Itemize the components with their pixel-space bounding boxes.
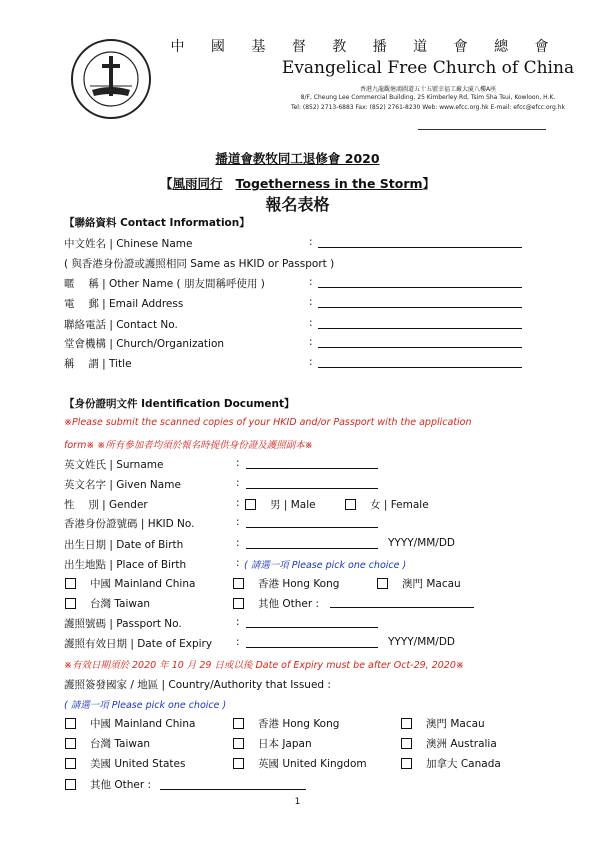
colon: : — [236, 636, 240, 648]
issue-taiwan-checkbox[interactable] — [65, 738, 76, 749]
title-field[interactable] — [318, 367, 522, 368]
colon: : — [236, 557, 240, 569]
issue-us-label: 美國 United States — [90, 758, 186, 770]
pob-macau-checkbox[interactable] — [377, 578, 388, 589]
event-title: 播道會教牧同工退修會 2020 — [215, 151, 380, 166]
issue-australia-label: 澳洲 Australia — [426, 738, 497, 750]
given-name-label: 英文名字 | Given Name — [64, 479, 181, 491]
gender-label: 性 別 | Gender — [64, 499, 148, 511]
colon: : — [309, 336, 313, 348]
issue-other-field[interactable] — [160, 789, 306, 790]
pob-pick-one: ( 請選一項 Please pick one choice ) — [244, 560, 407, 571]
passport-label: 護照號碼 | Passport No. — [64, 618, 182, 630]
email-field[interactable] — [318, 307, 522, 308]
pob-taiwan-label: 台灣 Taiwan — [90, 598, 151, 610]
passport-field[interactable] — [246, 627, 378, 628]
issue-australia-checkbox[interactable] — [401, 738, 412, 749]
colon: : — [236, 537, 240, 549]
contact-section-heading: 【聯絡資料 Contact Information】 — [64, 217, 250, 229]
pob-label: 出生地點 | Place of Birth — [64, 559, 187, 571]
page-number: 1 — [294, 797, 301, 807]
issue-other-checkbox[interactable] — [65, 779, 76, 790]
pob-macau-label: 澳門 Macau — [402, 578, 461, 590]
colon: : — [309, 276, 313, 288]
colon: : — [309, 236, 313, 248]
colon: : — [236, 616, 240, 628]
issue-macau-label: 澳門 Macau — [426, 718, 485, 730]
colon: : — [236, 477, 240, 489]
issue-japan-checkbox[interactable] — [233, 738, 244, 749]
id-note-line2: form※ ※所有參加者均須於報名時提供身份證及護照副本※ — [64, 440, 313, 451]
form-title: 報名表格 — [265, 195, 330, 214]
male-label: 男 | Male — [270, 499, 316, 511]
id-note-line1: ※Please submit the scanned copies of your HKID and/or Passport with the application — [64, 417, 472, 428]
dob-field[interactable] — [246, 548, 378, 549]
address-chinese: 香港九龍觀塘鴻圖道五十五號幸福工廠大廈八樓A座 — [359, 86, 497, 93]
colon: : — [309, 317, 313, 329]
theme-en: Togetherness in the Storm — [235, 176, 423, 191]
female-checkbox[interactable] — [345, 499, 356, 510]
contact-no-label: 聯絡電話 | Contact No. — [64, 319, 178, 331]
other-name-field[interactable] — [318, 287, 522, 288]
issue-hk-checkbox[interactable] — [233, 718, 244, 729]
same-as-id-note: ( 與香港身份證或護照相同 Same as HKID or Passport ) — [64, 258, 335, 270]
theme-zh: 風雨同行 — [172, 176, 223, 191]
email-label: 電 郵 | Email Address — [64, 298, 184, 310]
contact-no-field[interactable] — [318, 328, 522, 329]
issue-japan-label: 日本 Japan — [258, 738, 312, 750]
expiry-note: ※有效日期須於 2020 年 10 月 29 日或以後 Date of Expiry must be after Oct-29, 2020※ — [64, 660, 464, 671]
colon: : — [309, 356, 313, 368]
pob-other-field[interactable] — [330, 607, 474, 608]
pob-china-checkbox[interactable] — [65, 578, 76, 589]
issue-taiwan-label: 台灣 Taiwan — [90, 738, 151, 750]
hkid-field[interactable] — [246, 527, 378, 528]
issue-hk-label: 香港 Hong Kong — [258, 718, 340, 730]
male-checkbox[interactable] — [245, 499, 256, 510]
pob-hk-label: 香港 Hong Kong — [258, 578, 340, 590]
female-label: 女 | Female — [370, 499, 429, 511]
issue-us-checkbox[interactable] — [65, 758, 76, 769]
expiry-format: YYYY/MM/DD — [388, 636, 456, 648]
issue-macau-checkbox[interactable] — [401, 718, 412, 729]
church-field[interactable] — [318, 347, 522, 348]
event-theme: 【風雨同行 Togetherness in the Storm】 — [159, 176, 436, 191]
dob-label: 出生日期 | Date of Birth — [64, 539, 184, 551]
pob-other-checkbox[interactable] — [233, 598, 244, 609]
pob-other-label: 其他 Other : — [258, 598, 320, 610]
colon: : — [236, 457, 240, 469]
pob-hk-checkbox[interactable] — [233, 578, 244, 589]
colon: : — [236, 497, 240, 509]
contact-info: Tel: (852) 2713-6883 Fax: (852) 2761-8230 Web: www.efcc.org.hk E-mail: efcc@efcc.org.hk — [290, 104, 566, 111]
org-chinese-name: 中 國 基 督 教 播 道 會 總 會 — [170, 39, 560, 55]
colon: : — [236, 516, 240, 528]
org-english-name: Evangelical Free Church of China — [281, 58, 575, 78]
expiry-field[interactable] — [246, 647, 378, 648]
given-name-field[interactable] — [246, 488, 378, 489]
issue-country-label: 護照簽發國家 / 地區 | Country/Authority that Issued : — [64, 679, 331, 691]
church-label: 堂會機構 | Church/Organization — [64, 338, 225, 350]
dob-format: YYYY/MM/DD — [388, 537, 456, 549]
surname-field[interactable] — [246, 468, 378, 469]
id-section-heading: 【身份證明文件 Identification Document】 — [64, 398, 295, 410]
surname-label: 英文姓氏 | Surname — [64, 459, 164, 471]
issue-uk-checkbox[interactable] — [233, 758, 244, 769]
chinese-name-field[interactable] — [318, 247, 522, 248]
chinese-name-label: 中文姓名 | Chinese Name — [64, 238, 193, 250]
address-english: 8/F, Cheung Lee Commercial Building, 25 Kimberley Rd, Tsim Sha Tsui, Kowloon, H.K. — [300, 94, 556, 101]
header-rule — [418, 129, 546, 130]
colon: : — [309, 296, 313, 308]
issue-china-label: 中國 Mainland China — [90, 718, 196, 730]
hkid-label: 香港身份證號碼 | HKID No. — [64, 518, 195, 530]
expiry-label: 護照有效日期 | Date of Expiry — [64, 638, 213, 650]
issue-canada-checkbox[interactable] — [401, 758, 412, 769]
title-label: 稱 謂 | Title — [64, 358, 132, 370]
pob-taiwan-checkbox[interactable] — [65, 598, 76, 609]
pob-china-label: 中國 Mainland China — [90, 578, 196, 590]
issue-uk-label: 英國 United Kingdom — [258, 758, 367, 770]
issue-other-label: 其他 Other : — [90, 779, 152, 791]
issue-china-checkbox[interactable] — [65, 718, 76, 729]
issue-canada-label: 加拿大 Canada — [426, 758, 501, 770]
other-name-label: 暱 稱 | Other Name ( 朋友間稱呼使用 ) — [64, 278, 265, 290]
issue-pick-one: ( 請選一項 Please pick one choice ) — [64, 700, 227, 711]
